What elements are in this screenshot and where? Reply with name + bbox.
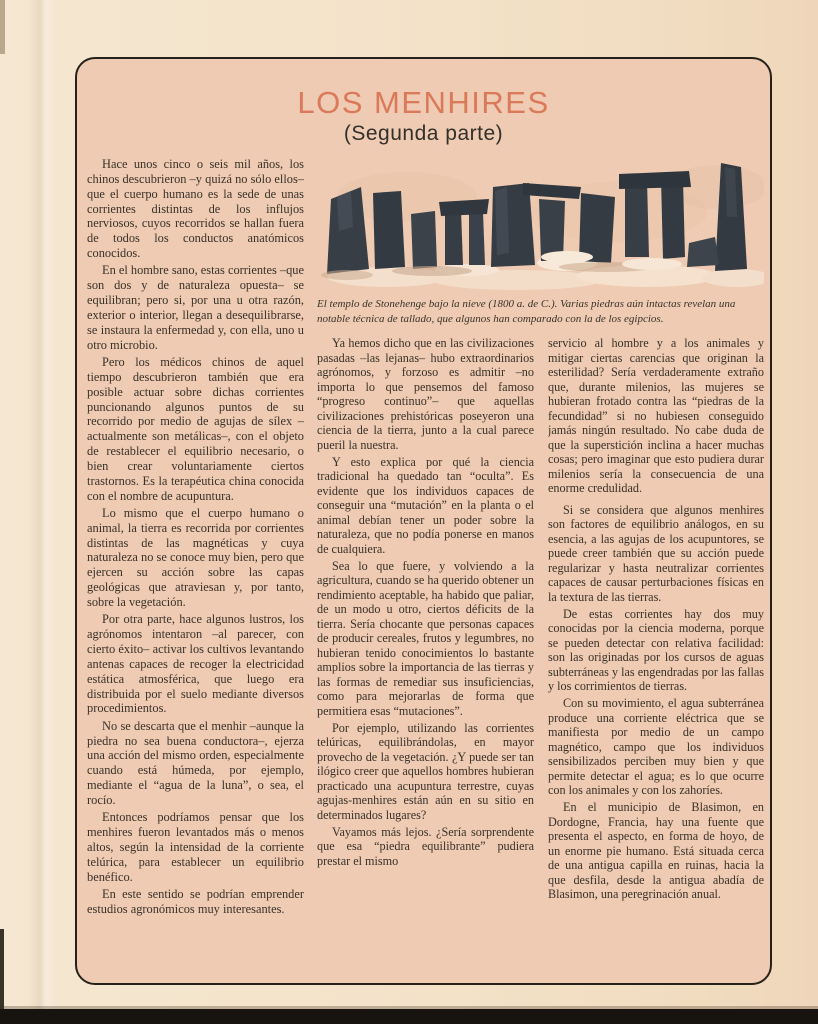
column-3	[548, 336, 764, 977]
paragraph: Por otra parte, hace algunos lustros, los agrónomos intentaron –al parecer, con cierto éxito– activar los cultivos levantando antenas capaces de recoger la electricidad estática atmosférica, que luego era distribuida por el suelo mediante diversos procedimientos.	[87, 612, 304, 716]
scan-bottom-edge	[0, 1009, 818, 1024]
paragraph: Sea lo que fuere, y volviendo a la agricultura, cuando se ha querido obtener un rendimiento aceptable, ha habido que paliar, de un modo u otro, ciertos déficits de la tierra. Sería chocante que personas capaces de producir cereales, frutos y legumbres, no hubieran tenido conocimientos lo bastante amplios sobre la importancia de las tierras y las formas de remediar sus insuficiencias, como para mejorarlas de forma que permitiera esas “mutaciones”.	[317, 558, 534, 718]
paragraph: Y esto explica por qué la ciencia tradicional ha quedado tan “oculta”. Es evidente que los individuos capaces de conseguir una “mutación” en la planta o el animal debían tener un poder sobre la naturaleza, que no podía ponerse en manos de cualquiera.	[317, 454, 534, 556]
lower-columns	[317, 336, 764, 977]
scan-edge-artifact-bottom-left	[0, 929, 4, 1009]
paragraph: servicio al hombre y a los animales y mitigar ciertas carencias que originan la esterilidad? Sería verdaderamente extraño que, durante milenios, las mujeres se hubieran frotado contra las “piedras de la fecundidad” si no hubiesen conseguido jamás ningún resultado. No cabe duda de que la superstición inclina a hacer muchas cosas; pero imaginar que esto pudiera durar milenios sería la consecuencia de una enorme credulidad.	[548, 336, 764, 495]
paragraph: Vayamos más lejos. ¿Sería sorprendente que esa “piedra equilibrante” pudiera prestar el mismo	[317, 824, 534, 868]
paragraph: Pero los médicos chinos de aquel tiempo descubrieron también que era posible actuar sobre dichas corrientes puncionando algunos puntos de su recorrido por medio de agujas de sílex –actualmente son metálicas–, con el objeto de restablecer el equilibrio necesario, o bien crear voluntariamente ciertos trastornos. Es la terapéutica china conocida con el nombre de acupuntura.	[87, 354, 304, 503]
page-title: LOS MENHIRES	[297, 85, 550, 120]
column-1	[87, 157, 304, 977]
column-2	[317, 336, 534, 977]
paragraph: En este sentido se podrían emprender estudios agronómicos muy interesantes.	[87, 887, 304, 916]
stonehenge-photo	[317, 157, 764, 292]
paragraph: Lo mismo que el cuerpo humano o animal, la tierra es recorrida por corrientes distintas de las magnéticas y cuya naturaleza no se conoce muy bien, pero que ejercen su acción sobre las capas geológicas que atraviesan y, por tanto, sobre la vegetación.	[87, 505, 304, 609]
paragraph: En el hombre sano, estas corrientes –que son dos y de naturaleza opuesta– se equilibran; pero si, por una u otra razón, exterior o interior, llegan a desequilibrarse, se instaura la enfermedad y, con ella, uno u otro microbio.	[87, 263, 304, 352]
photo-caption: El templo de Stonehenge bajo la nieve (1800 a. de C.). Varias piedras aún intactas revelan una notable técnica de tallado, que algunos han comparado con la de los egipcios.	[317, 298, 736, 325]
paragraph: Si se considera que algunos menhires son factores de equilibrio análogos, en su esencia, a las agujas de los acupuntores, se puede creer también que su acción puede regularizar y hasta neutralizar corrientes capaces de causar perturbaciones físicas en la textura de las tierras.	[548, 502, 764, 604]
paragraph: Entonces podríamos pensar que los menhires fueron levantados más o menos altos, según la intensidad de la corriente telúrica, para establecer un equilibrio benéfico.	[87, 810, 304, 884]
article-frame	[75, 57, 772, 985]
article-body	[87, 157, 764, 977]
stonehenge-illustration	[317, 157, 764, 292]
paragraph: Ya hemos dicho que en las civilizaciones pasadas –las lejanas– hubo extraordinarios agrónomos, y forzoso es admitir –no importa lo que pensemos del famoso “progreso continuo”– que aquellas civilizaciones prehistóricas poseyeron una ciencia de la tierra, junto a la cual parece pueril la nuestra.	[317, 336, 534, 452]
right-area	[317, 157, 764, 977]
scan-edge-artifact	[0, 0, 5, 54]
paragraph: En el municipio de Blasimon, en Dordogne, Francia, hay una fuente que presenta el aspecto, en forma de hoyo, de un enorme pie humano. Está situada cerca de una antigua capilla en ruinas, hacia la que desfila, desde la antigua abadía de Blasimon, una peregrinación anual.	[548, 800, 764, 901]
paragraph: De estas corrientes hay dos muy conocidas por la ciencia moderna, porque se pueden detectar con relativa facilidad: son las originadas por los cursos de aguas subterráneas y las engendradas por las fallas y los corrimientos de tierras.	[548, 606, 764, 693]
page-crease	[28, 0, 54, 1024]
paragraph: No se descarta que el menhir –aunque la piedra no sea buena conductora–, ejerza una acción del mismo orden, especialmente cuando está húmeda, por ejemplo, mediante el “agua de la luna”, o sea, el rocío.	[87, 718, 304, 807]
paragraph: Por ejemplo, utilizando las corrientes telúricas, equilibrándolas, en mayor provecho de la vegetación. ¿Y puede ser tan ilógico creer que aquellos hombres hubieran practicado una acupuntura terrestre, cuyas agujas-menhires están aún en su sitio en determinados lugares?	[317, 720, 534, 822]
paragraph: Con su movimiento, el agua subterránea produce una corriente eléctrica que se manifiesta por medio de un campo magnético, campo que los individuos sensibilizados perciben muy bien y que permite detectar el agua; es lo que ocurre con los animales y con los zahoríes.	[548, 696, 764, 797]
page-subtitle: (Segunda parte)	[343, 122, 504, 145]
paragraph: Hace unos cinco o seis mil años, los chinos descubrieron –y quizá no sólo ellos– que el cuerpo humano es la sede de unas corrientes distintas de los influjos nerviosos, cuyos recorridos se hallan fuera de todos los conductos anatómicos conocidos.	[87, 157, 304, 261]
